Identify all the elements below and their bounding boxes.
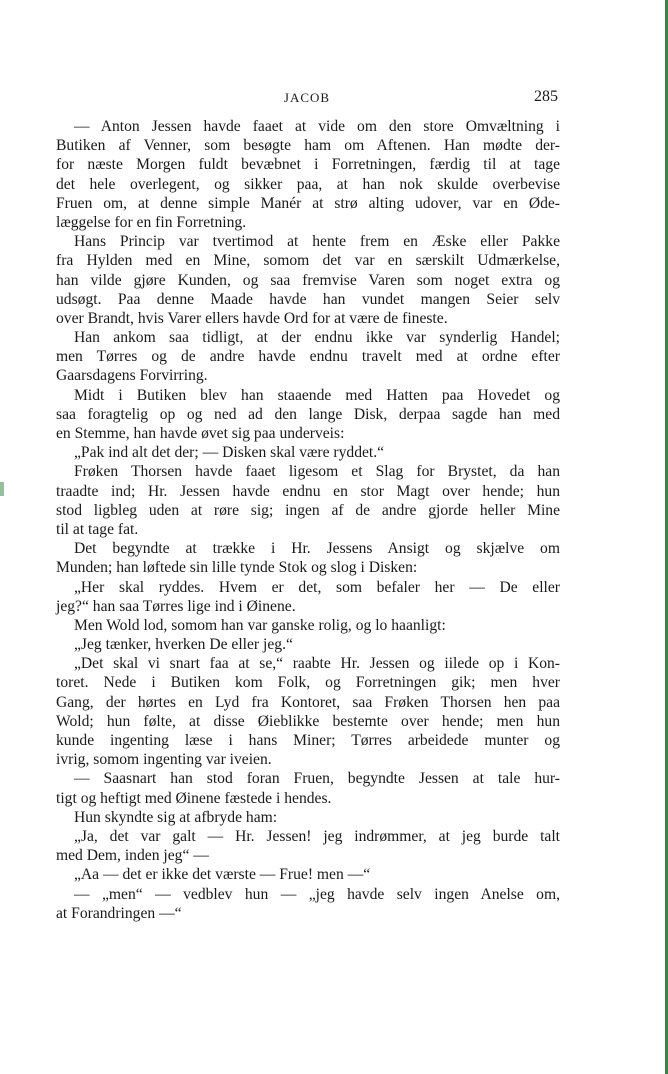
text-line: stod ligbleg uden at røre sig; ingen af de andre gjorde heller Mine (56, 501, 560, 519)
text-line: „Ja, det var galt — Hr. Jessen! jeg indrømmer, at jeg burde talt (74, 827, 560, 845)
text-line: Hun skyndte sig at afbryde ham: (74, 808, 278, 826)
running-head: JACOB (283, 90, 331, 105)
text-line: Midt i Butiken blev han staaende med Hatten paa Hovedet og (74, 386, 560, 404)
text-line: tigt og heftigt med Øinene fæstede i hendes. (56, 789, 332, 807)
text-line: Wold; hun følte, at disse Øieblikke bestemte over hende; men hun (56, 712, 560, 730)
text-line: Frøken Thorsen havde faaet ligesom et Slag for Brystet, da han (74, 463, 560, 481)
text-line: til at tage fat. (56, 520, 139, 538)
text-line: for næste Morgen fuldt bevæbnet i Forretningen, færdig til at tage (56, 156, 560, 174)
text-line: — „men“ — vedblev hun — „jeg havde selv ingen Anelse om, (74, 885, 560, 903)
text-line: „Her skal ryddes. Hvem er det, som befaler her — De eller (74, 578, 560, 596)
text-line: Men Wold lod, somom han var ganske rolig, og lo haanligt: (74, 616, 446, 634)
text-line: han vilde gjøre Kunden, og saa fremvise Varen som noget extra og (56, 271, 560, 289)
text-line: Gaarsdagens Forvirring. (56, 367, 208, 385)
margin-mark (0, 482, 4, 496)
text-line: — Anton Jessen havde faaet at vide om den store Omvæltning i (74, 118, 560, 135)
body-text (56, 117, 560, 923)
text-line: kunde ingenting læse i hans Miner; Tørres arbeidede munter og (56, 732, 560, 749)
text-line: „Pak ind alt det der; — Disken skal være ryddet.“ (74, 444, 385, 462)
text-line: en Stemme, han havde øvet sig paa underveis: (56, 425, 345, 442)
text-line: fra Hylden med en Mine, somom det var en særskilt Udmærkelse, (56, 252, 560, 270)
text-line: Det begyndte at trække i Hr. Jessens Ansigt og skjælve om (74, 540, 560, 558)
text-line: Butiken af Venner, som besøgte ham om Aftenen. Han mødte der- (56, 137, 560, 155)
text-line: det hele overlegent, og sikker paa, at han nok skulde overbevise (56, 175, 560, 193)
text-line: med Dem, inden jeg“ — (56, 847, 209, 865)
page-number: 285 (534, 88, 558, 105)
page-header (56, 88, 558, 110)
text-line: Gang, der hørtes en Lyd fra Kontoret, saa Frøken Thorsen hen paa (56, 693, 560, 711)
text-line: udsøgt. Paa denne Maade havde han vundet mangen Seier selv (56, 290, 560, 308)
text-line: — Saasnart han stod foran Fruen, begyndte Jessen at tale hur- (74, 770, 560, 788)
text-line: over Brandt, hvis Varer ellers havde Ord for at være de fineste. (56, 309, 448, 327)
text-line: toret. Nede i Butiken kom Folk, og Forretningen gik; men hver (56, 674, 560, 692)
text-line: Hans Princip var tvertimod at hente frem en Æske eller Pakke (74, 233, 560, 251)
text-line: saa foragtelig op og ned ad den lange Disk, derpaa sagde han med (56, 405, 560, 423)
text-line: „Jeg tænker, hverken De eller jeg.“ (74, 636, 293, 654)
text-line: læggelse for en fin Forretning. (56, 213, 247, 231)
text-line: jeg?“ han saa Tørres lige ind i Øinene. (56, 597, 296, 615)
text-line: Han ankom saa tidligt, at der endnu ikke var synderlig Handel; (74, 329, 560, 347)
text-line: ivrig, somom ingenting var iveien. (56, 751, 272, 769)
text-line: „Aa — det er ikke det værste — Frue! men —“ (74, 866, 371, 884)
text-line: men Tørres og de andre havde endnu travelt med at ordne efter (56, 348, 560, 366)
text-line: Fruen om, at denne simple Manér at strø alting udover, var en Øde- (56, 194, 560, 212)
text-line: at Forandringen —“ (56, 904, 182, 922)
text-line: Munden; han løftede sin lille tynde Stok og slog i Disken: (56, 559, 418, 577)
text-line: traadte ind; Hr. Jessen havde endnu en stor Magt over hende; hun (56, 482, 560, 500)
text-line: „Det skal vi snart faa at se,“ raabte Hr. Jessen og iilede op i Kon- (74, 655, 560, 673)
